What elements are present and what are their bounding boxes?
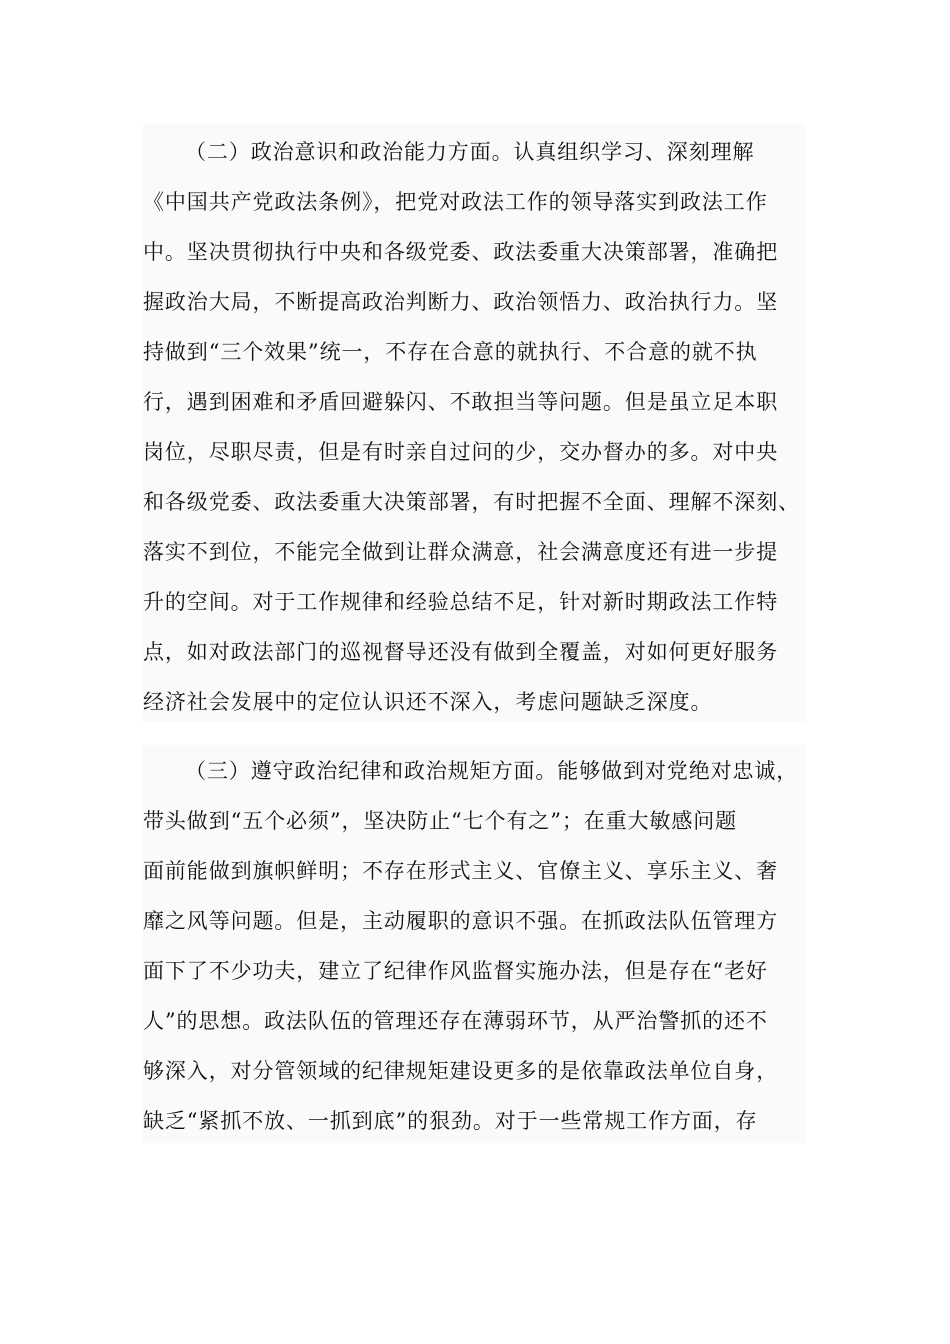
- paragraph-political-awareness: [143, 124, 806, 722]
- paragraph-line: （三）遵守政治纪律和政治规矩方面。能够做到对党绝对忠诚，: [185, 759, 799, 783]
- paragraph-line: 面前能做到旗帜鲜明；不存在形式主义、官僚主义、享乐主义、奢: [143, 859, 779, 883]
- paragraph-line: 岗位，尽职尽责，但是有时亲自过问的少，交办督办的多。对中央: [143, 440, 779, 464]
- paragraph-line: 缺乏“紧抓不放、一抓到底”的狠劲。对于一些常规工作方面，存: [143, 1109, 758, 1133]
- paragraph-line: 和各级党委、政法委重大决策部署，有时把握不全面、理解不深刻、: [143, 490, 800, 514]
- page-bottom-margin: [0, 1143, 950, 1344]
- paragraph-line: 升的空间。对于工作规律和经验总结不足，针对新时期政法工作特: [143, 590, 779, 614]
- paragraph-line: （二）政治意识和政治能力方面。认真组织学习、深刻理解: [185, 140, 755, 164]
- paragraph-line: 行，遇到困难和矛盾回避躲闪、不敢担当等问题。但是虽立足本职: [143, 390, 779, 414]
- paragraph-line: 持做到“三个效果”统一，不存在合意的就执行、不合意的就不执: [143, 340, 758, 364]
- paragraph-line: 带头做到“五个必须”，坚决防止“七个有之”；在重大敏感问题: [143, 809, 738, 833]
- paragraph-line: 面下了不少功夫，建立了纪律作风监督实施办法，但是存在“老好: [143, 959, 768, 983]
- paragraph-line: 人”的思想。政法队伍的管理还存在薄弱环节，从严治警抓的还不: [143, 1009, 768, 1033]
- paragraph-line: 靡之风等问题。但是，主动履职的意识不强。在抓政法队伍管理方: [143, 909, 779, 933]
- paragraph-line: 中。坚决贯彻执行中央和各级党委、政法委重大决策部署，准确把: [143, 240, 779, 264]
- paragraph-political-discipline: [143, 745, 806, 1143]
- paragraph-line: 《中国共产党政法条例》，把党对政法工作的领导落实到政法工作: [143, 190, 768, 214]
- paragraph-line: 落实不到位，不能完全做到让群众满意，社会满意度还有进一步提: [143, 540, 779, 564]
- paragraph-line: 够深入，对分管领域的纪律规矩建设更多的是依靠政法单位自身，: [143, 1059, 779, 1083]
- paragraph-line: 点，如对政法部门的巡视督导还没有做到全覆盖，对如何更好服务: [143, 640, 779, 664]
- paragraph-line: 经济社会发展中的定位认识还不深入，考虑问题缺乏深度。: [143, 690, 713, 714]
- paragraph-line: 握政治大局，不断提高政治判断力、政治领悟力、政治执行力。坚: [143, 290, 779, 314]
